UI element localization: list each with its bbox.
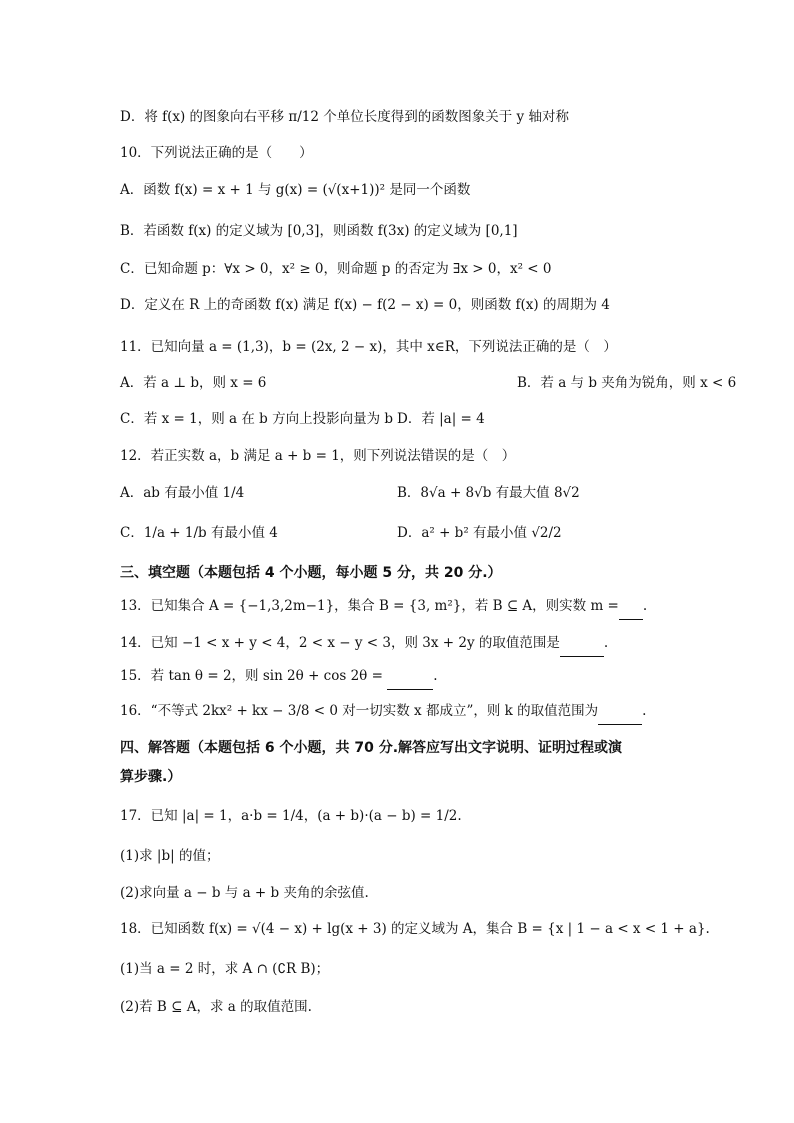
section-4-heading: 四、解答题（本题包括 6 个小题，共 70 分.解答应写出文字说明、证明过程或演 [120,740,623,756]
q12-row-1 [120,482,734,506]
q12-option-c: C．1/a + 1/b 有最小值 4 [120,525,278,541]
q14-text: 14．已知 −1 < x + y < 4，2 < x − y < 3，则 3x + 2y 的取值范围是 [120,635,560,651]
q9-option-d: D．将 f(x) 的图象向右平移 π/12 个单位长度得到的函数图象关于 y 轴对称 [120,109,569,125]
q12-option-b: B．8√a + 8√b 有最大值 8√2 [397,485,580,501]
q14 [120,632,734,656]
q10-option-c: C．已知命题 p：∀x > 0，x² ≥ 0，则命题 p 的否定为 ∃x > 0，x² < 0 [120,261,552,277]
q16-answer-blank[interactable] [598,702,642,725]
q12-stem: 12．若正实数 a，b 满足 a + b = 1，则下列说法错误的是（ ） [120,448,516,464]
q13-text: 13．已知集合 A = {−1,3,2m−1}，集合 B = {3, m²}，若 B ⊆ A，则实数 m = [120,598,619,614]
q12-row-2 [120,522,734,546]
q16-text: 16．“不等式 2kx² + kx − 3/8 < 0 对一切实数 x 都成立”，则 k 的取值范围为 [120,703,599,719]
q14-answer-blank[interactable] [560,634,604,657]
q16-end: . [642,703,647,719]
section-3-heading: 三、填空题（本题包括 4 个小题，每小题 5 分，共 20 分.） [120,565,502,581]
q10-option-a: A．函数 f(x) = x + 1 与 g(x) = (√(x+1))² 是同一个函数 [120,182,471,198]
q11-option-a: A．若 a ⊥ b，则 x = 6 [120,375,267,391]
q13 [120,595,734,619]
section-4-heading-cont: 算步骤.） [120,769,182,785]
q17-stem: 17．已知 |a| = 1，a·b = 1/4，(a + b)·(a − b) = 1/2. [120,808,462,824]
q15-text: 15．若 tan θ = 2，则 sin 2θ + cos 2θ = [120,668,383,684]
q18-part-1: (1)当 a = 2 时，求 A ∩ (∁R B)； [120,961,330,977]
q13-answer-blank[interactable] [619,597,643,620]
q10-option-d: D．定义在 R 上的奇函数 f(x) 满足 f(x) − f(2 − x) = 0，则函数 f(x) 的周期为 4 [120,297,610,313]
q18-stem: 18．已知函数 f(x) = √(4 − x) + lg(x + 3) 的定义域为 A，集合 B = {x | 1 − a < x < 1 + a}. [120,921,710,937]
q13-end: . [642,598,648,614]
q11-stem: 11．已知向量 a = (1,3)，b = (2x, 2 − x)，其中 x∈R，下列说法正确的是（ ） [120,339,617,355]
q10-stem: 10．下列说法正确的是（ ） [120,145,313,161]
q11-option-d: D．若 |a| = 4 [397,411,485,427]
q16 [120,700,734,724]
q11-option-c: C．若 x = 1，则 a 在 b 方向上投影向量为 b [120,411,394,427]
q17-part-1: (1)求 |b| 的值； [120,848,220,864]
q15-end: . [433,668,438,684]
q10-option-b: B．若函数 f(x) 的定义域为 [0,3]，则函数 f(3x) 的定义域为 [0,1] [120,223,518,239]
q11-row-1 [120,372,737,396]
q12-option-a: A．ab 有最小值 1/4 [120,485,245,501]
q17-part-2: (2)求向量 a − b 与 a + b 夹角的余弦值. [120,885,369,901]
q15 [120,665,734,689]
q14-end: . [603,635,609,651]
q12-option-d: D．a² + b² 有最小值 √2/2 [397,525,562,541]
q11-row-2 [120,408,734,432]
q18-part-2: (2)若 B ⊆ A，求 a 的取值范围. [120,999,312,1015]
q11-option-b: B．若 a 与 b 夹角为锐角，则 x < 6 [517,375,737,391]
q15-answer-blank[interactable] [387,667,433,690]
